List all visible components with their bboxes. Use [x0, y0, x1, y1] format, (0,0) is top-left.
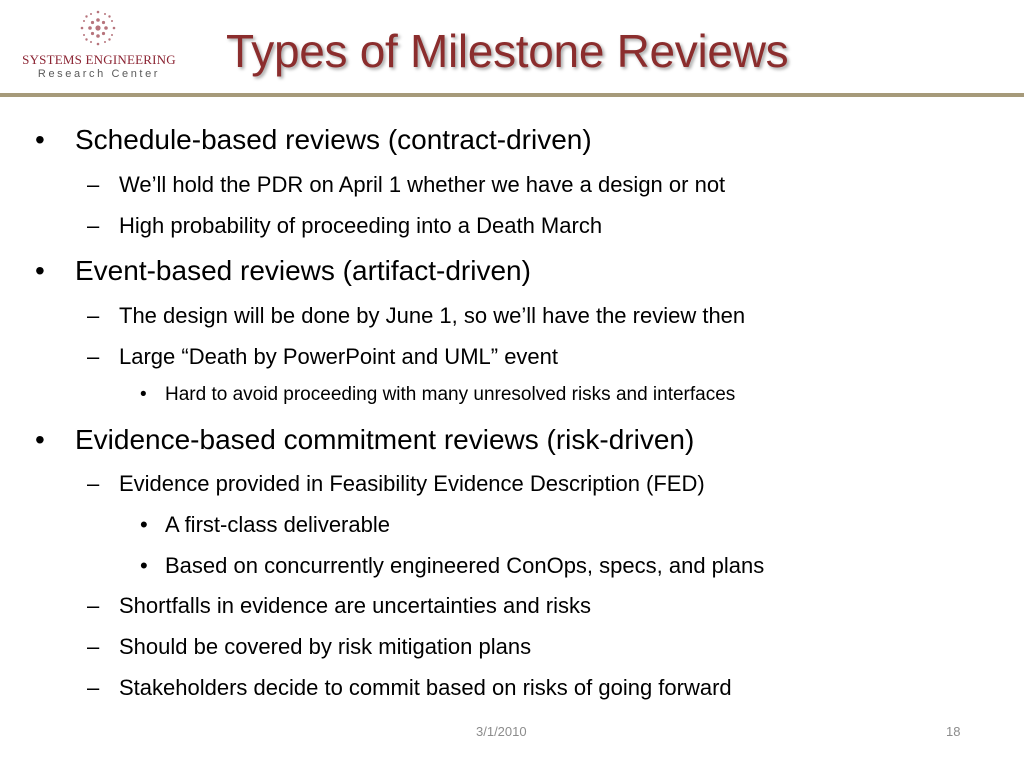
sub-bullet-item [87, 675, 732, 701]
sub-bullet-item [87, 634, 532, 660]
dash-marker: – [87, 634, 100, 659]
bullet-text: Event-based reviews (artifact-driven) [75, 255, 531, 286]
logo-title: SYSTEMS ENGINEERING [22, 52, 176, 67]
sub-sub-bullet-text: Based on concurrently engineered ConOps, specs, and plans [165, 553, 765, 578]
bullet-item [35, 255, 531, 287]
logo [8, 6, 190, 84]
bullet-item [35, 124, 592, 156]
dash-marker: – [87, 344, 100, 369]
logo-subtitle: Research Center [37, 68, 161, 80]
footer-date: 3/1/2010 [476, 724, 527, 739]
dash-marker: – [87, 593, 100, 618]
sub-bullet-text: Shortfalls in evidence are uncertainties and risks [119, 593, 592, 618]
sub-bullet-item [87, 172, 726, 198]
dash-marker: – [87, 471, 100, 496]
dash-marker: – [87, 303, 100, 328]
sub-bullet-item [87, 303, 746, 329]
bullet-marker: • [140, 553, 148, 578]
title-divider [0, 93, 1024, 97]
sub-bullet-item [87, 213, 603, 239]
bullet-text: Schedule-based reviews (contract-driven) [75, 124, 592, 155]
sub-bullet-text: The design will be done by June 1, so we’ll have the review then [119, 303, 746, 328]
sub-sub-bullet-text: Hard to avoid proceeding with many unresolved risks and interfaces [165, 384, 736, 405]
sub-bullet-text: Evidence provided in Feasibility Evidence Description (FED) [119, 471, 705, 496]
sub-sub-bullet-item [140, 512, 390, 538]
sub-bullet-text: We’ll hold the PDR on April 1 whether we have a design or not [119, 172, 726, 197]
bullet-marker: • [35, 424, 45, 455]
sub-bullet-text: Large “Death by PowerPoint and UML” event [119, 344, 559, 369]
sub-bullet-item [87, 344, 559, 370]
page-number: 18 [946, 724, 961, 739]
dash-marker: – [87, 172, 100, 197]
dash-marker: – [87, 675, 100, 700]
sub-bullet-item [87, 593, 592, 619]
starburst-dots-icon [78, 8, 118, 48]
sub-bullet-text: Stakeholders decide to commit based on risks of going forward [119, 675, 732, 700]
sub-bullet-item [87, 471, 705, 497]
bullet-marker: • [35, 124, 45, 155]
sub-bullet-text: Should be covered by risk mitigation plans [119, 634, 532, 659]
sub-sub-bullet-item [140, 553, 765, 579]
sub-sub-bullet-text: A first-class deliverable [165, 512, 390, 537]
bullet-item [35, 424, 695, 456]
bullet-marker: • [35, 255, 45, 286]
bullet-text: Evidence-based commitment reviews (risk-driven) [75, 424, 695, 455]
slide-title: Types of Milestone Reviews [226, 25, 789, 77]
sub-bullet-text: High probability of proceeding into a Death March [119, 213, 603, 238]
bullet-marker: • [140, 384, 147, 405]
dash-marker: – [87, 213, 100, 238]
bullet-marker: • [140, 512, 148, 537]
sub-sub-bullet-item [140, 384, 736, 406]
